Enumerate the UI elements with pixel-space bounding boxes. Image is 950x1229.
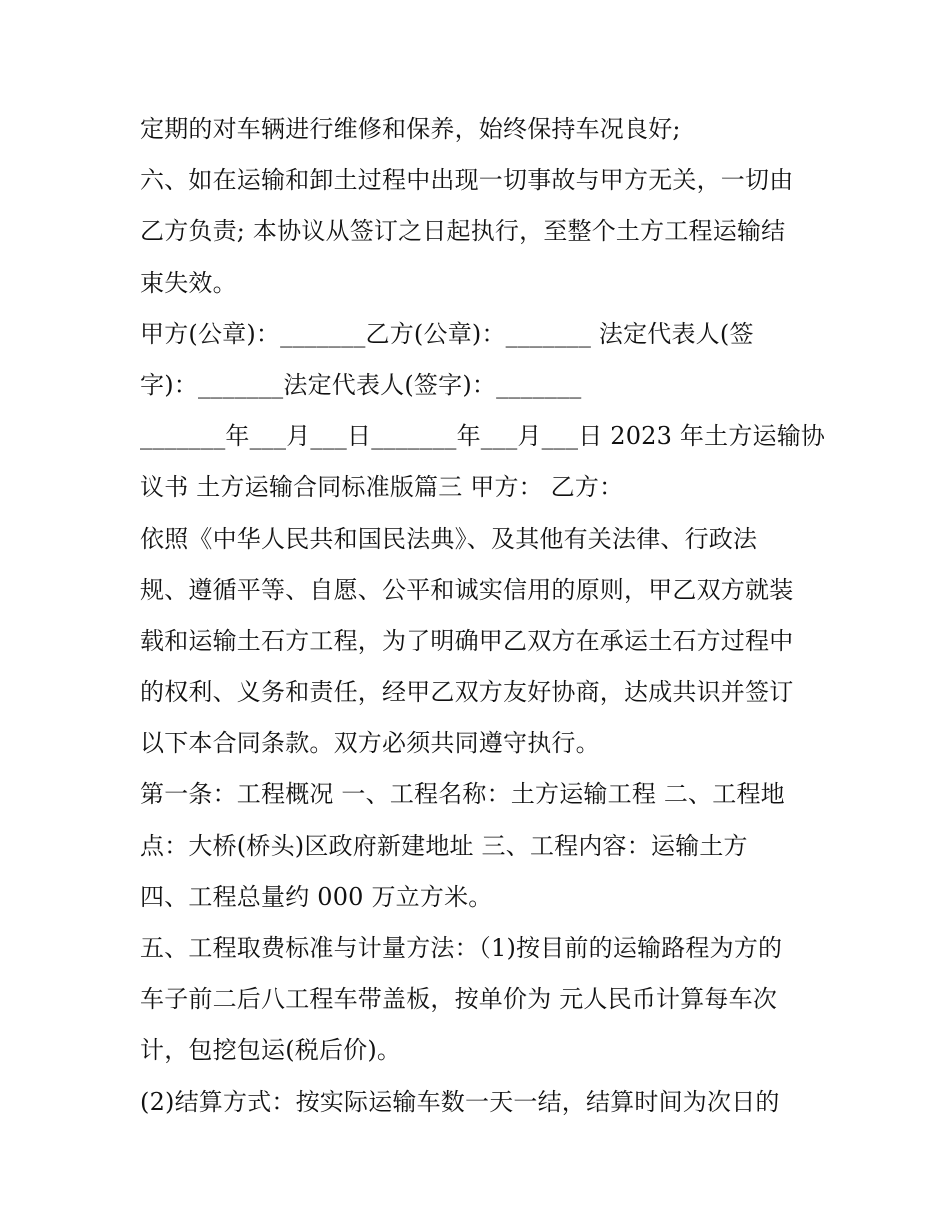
text-line: 计，包挖包运(税后价)。	[140, 1036, 402, 1065]
text-line: 车子前二后八工程车带盖板，按单价为 元人民币计算每车次	[140, 985, 778, 1014]
text-line: 第一条：工程概况 一、工程名称：土方运输工程 二、工程地	[140, 780, 785, 809]
text-line: 议书 土方运输合同标准版篇三 甲方： 乙方：	[140, 473, 624, 502]
text-line: (2)结算方式：按实际运输车数一天一结，结算时间为次日的	[140, 1087, 780, 1116]
text-line: 以下本合同条款。双方必须共同遵守执行。	[140, 729, 600, 758]
text-line: 的权利、义务和责任，经甲乙双方友好协商，达成共识并签订	[140, 678, 794, 707]
text-line: 甲方(公章)：_______乙方(公章)：_______ 法定代表人(签	[140, 319, 754, 348]
text-line: 六、如在运输和卸土过程中出现一切事故与甲方无关，一切由	[140, 166, 794, 195]
text-line: 规、遵循平等、自愿、公平和诚实信用的原则，甲乙双方就装	[140, 575, 794, 604]
text-line: 四、工程总量约 000 万立方米。	[140, 882, 493, 911]
text-line: _______年___月___日_______年___月___日 2023 年土方运输协	[140, 422, 826, 451]
text-line: 束失效。	[140, 268, 237, 297]
text-line: 载和运输土石方工程，为了明确甲乙双方在承运土石方过程中	[140, 626, 794, 655]
text-line: 乙方负责; 本协议从签订之日起执行，至整个土方工程运输结	[140, 217, 786, 246]
text-line: 点：大桥(桥头)区政府新建地址 三、工程内容：运输土方	[140, 831, 748, 860]
text-line: 五、工程取费标准与计量方法：（1)按目前的运输路程为方的	[140, 934, 783, 962]
text-line: 定期的对车辆进行维修和保养，始终保持车况良好;	[140, 115, 681, 143]
text-line: 字)：_______法定代表人(签字)：_______	[140, 370, 582, 399]
text-line: 依照《中华人民共和国民法典》、及其他有关法律、行政法	[140, 524, 758, 553]
document-body	[140, 104, 830, 1128]
